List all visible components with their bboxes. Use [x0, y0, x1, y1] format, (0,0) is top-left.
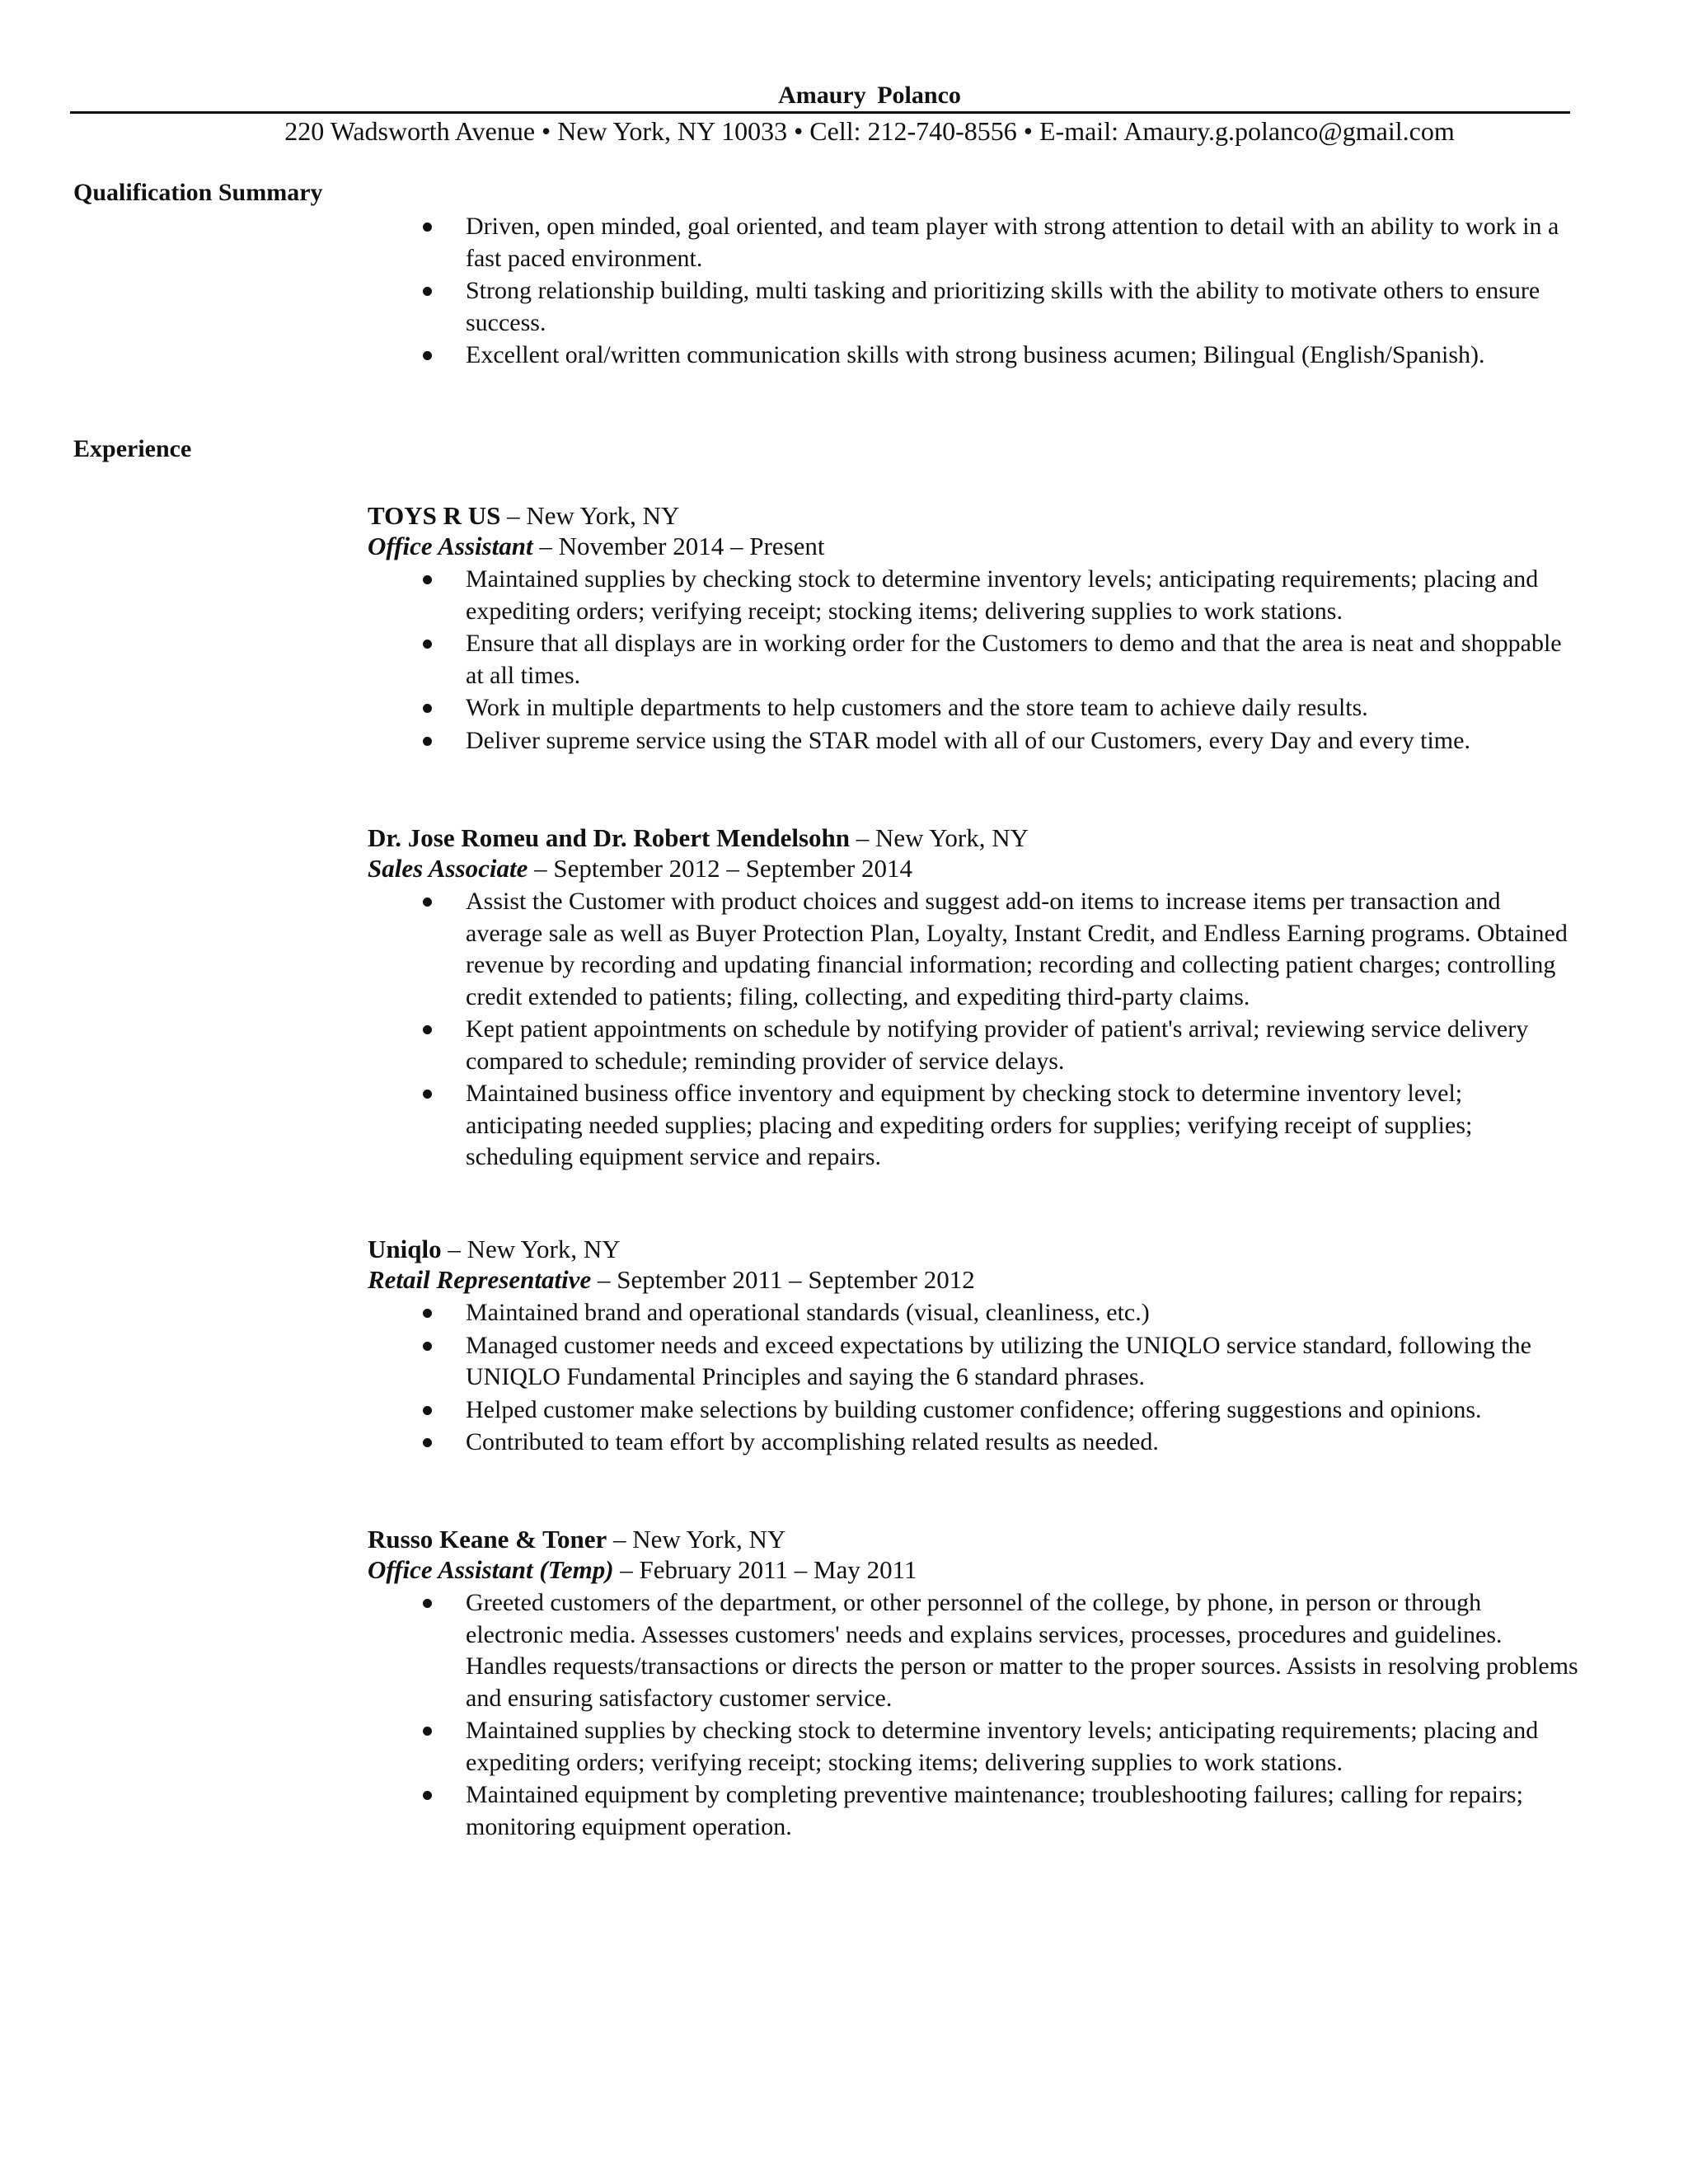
list-item: Maintained supplies by checking stock to determine inventory levels; anticipating requirements; placing and expediting orders; verifying receipt; stocking items; delivering supplies to work stations.: [368, 1715, 1579, 1779]
list-item: Kept patient appointments on schedule by notifying provider of patient's arrival; reviewing service delivery compared to schedule; reminding provider of service delays.: [368, 1014, 1579, 1077]
job-duties-list: [368, 1587, 1579, 1843]
job-dates: – February 2011 – May 2011: [613, 1555, 917, 1584]
list-item: Maintained equipment by completing preventive maintenance; troubleshooting failures; calling for repairs; monitoring equipment operation.: [368, 1779, 1579, 1843]
job-duties-list: [368, 1297, 1579, 1459]
job-location: – New York, NY: [441, 1235, 621, 1263]
bullet-icon: [423, 575, 432, 584]
header-divider: [70, 111, 1570, 114]
bullet-icon: [423, 737, 432, 746]
bullet-icon: [423, 1309, 432, 1318]
qualification-summary-heading: Qualification Summary: [73, 179, 323, 206]
job-location: – New York, NY: [500, 501, 680, 530]
job-employer: Uniqlo: [368, 1235, 442, 1263]
bullet-icon: [423, 704, 432, 713]
bullet-icon: [423, 1090, 432, 1099]
job-title-line: [368, 531, 1579, 561]
bullet-icon: [423, 351, 432, 360]
job-location: – New York, NY: [607, 1525, 786, 1554]
bullet-icon: [423, 223, 432, 232]
job-title-line: [368, 1264, 1579, 1295]
job-employer: TOYS R US: [368, 501, 501, 530]
list-item: Managed customer needs and exceed expectations by utilizing the UNIQLO service standard, following the UNIQLO Fundamental Principles and saying the 6 standard phrases.: [368, 1330, 1579, 1394]
job-dates: – September 2011 – September 2012: [591, 1265, 975, 1294]
bullet-icon: [423, 1025, 432, 1034]
job-title: Retail Representative: [368, 1265, 592, 1294]
job-title-line: [368, 1554, 1579, 1585]
list-item: Excellent oral/written communication skills with strong business acumen; Bilingual (English/Spanish).: [368, 340, 1579, 372]
job-duties-list: [368, 564, 1579, 757]
job-entry-dr-romeu-mendelsohn: [368, 823, 1579, 1172]
job-location: – New York, NY: [850, 823, 1029, 852]
list-item: Strong relationship building, multi tasking and prioritizing skills with the ability to motivate others to ensure success.: [368, 275, 1579, 339]
bullet-icon: [423, 640, 432, 649]
job-title: Office Assistant: [368, 532, 533, 560]
list-item: Driven, open minded, goal oriented, and team player with strong attention to detail with an ability to work in a fast paced environment.: [368, 211, 1579, 274]
list-item: Maintained business office inventory and equipment by checking stock to determine inventory level; anticipating needed supplies; placing and expediting orders for supplies; verifying receipt of supplies; scheduling equipment service and repairs.: [368, 1078, 1579, 1174]
bullet-icon: [423, 1438, 432, 1447]
job-title: Office Assistant (Temp): [368, 1555, 614, 1584]
job-employer-line: [368, 823, 1579, 853]
bullet-icon: [423, 1791, 432, 1800]
bullet-icon: [423, 1599, 432, 1608]
job-employer-line: [368, 1524, 1579, 1554]
candidate-name: Amaury Polanco: [778, 82, 961, 109]
job-title-line: [368, 853, 1579, 883]
job-dates: – November 2014 – Present: [532, 532, 825, 560]
job-entry-russo-keane-toner: [368, 1524, 1579, 1841]
job-entry-toys-r-us: [368, 500, 1579, 755]
list-item: Ensure that all displays are in working order for the Customers to demo and that the area is neat and shoppable at all times.: [368, 628, 1579, 691]
job-duties-list: [368, 886, 1579, 1174]
bullet-icon: [423, 1727, 432, 1736]
list-item: Contributed to team effort by accomplishing related results as needed.: [368, 1427, 1579, 1459]
list-item: Maintained brand and operational standards (visual, cleanliness, etc.): [368, 1297, 1579, 1329]
list-item: Assist the Customer with product choices and suggest add-on items to increase items per transaction and average sale as well as Buyer Protection Plan, Loyalty, Instant Credit, and Endless Earning programs. Obtained revenue by recording and updating financial information; recording and collecting patient charges; controlling credit extended to patients; filing, collecting, and expediting third-party claims.: [368, 886, 1579, 1013]
bullet-icon: [423, 1406, 432, 1415]
list-item: Work in multiple departments to help customers and the store team to achieve daily results.: [368, 692, 1579, 724]
list-item: Helped customer make selections by building customer confidence; offering suggestions and opinions.: [368, 1394, 1579, 1427]
job-dates: – September 2012 – September 2014: [528, 854, 912, 883]
list-item: Deliver supreme service using the STAR model with all of our Customers, every Day and every time.: [368, 725, 1579, 757]
bullet-icon: [423, 287, 432, 296]
job-employer: Russo Keane & Toner: [368, 1525, 607, 1554]
list-item: Greeted customers of the department, or other personnel of the college, by phone, in person or through electronic media. Assesses customers' needs and explains services, processes, procedures and guidelines. Handles requests/transactions or directs the person or matter to the proper sources. Assists in resolving problems and ensuring satisfactory customer service.: [368, 1587, 1579, 1714]
contact-line: 220 Wadsworth Avenue • New York, NY 10033 • Cell: 212-740-8556 • E-mail: Amaury.g.polanco@gmail.com: [284, 116, 1455, 146]
job-employer-line: [368, 1234, 1579, 1264]
job-title: Sales Associate: [368, 854, 528, 883]
bullet-icon: [423, 898, 432, 907]
job-employer-line: [368, 500, 1579, 531]
bullet-icon: [423, 1342, 432, 1351]
job-employer: Dr. Jose Romeu and Dr. Robert Mendelsohn: [368, 823, 851, 852]
qualification-list: [368, 211, 1579, 373]
list-item: Maintained supplies by checking stock to determine inventory levels; anticipating requirements; placing and expediting orders; verifying receipt; stocking items; delivering supplies to work stations.: [368, 564, 1579, 627]
job-entry-uniqlo: [368, 1234, 1579, 1457]
experience-heading: Experience: [73, 435, 192, 462]
